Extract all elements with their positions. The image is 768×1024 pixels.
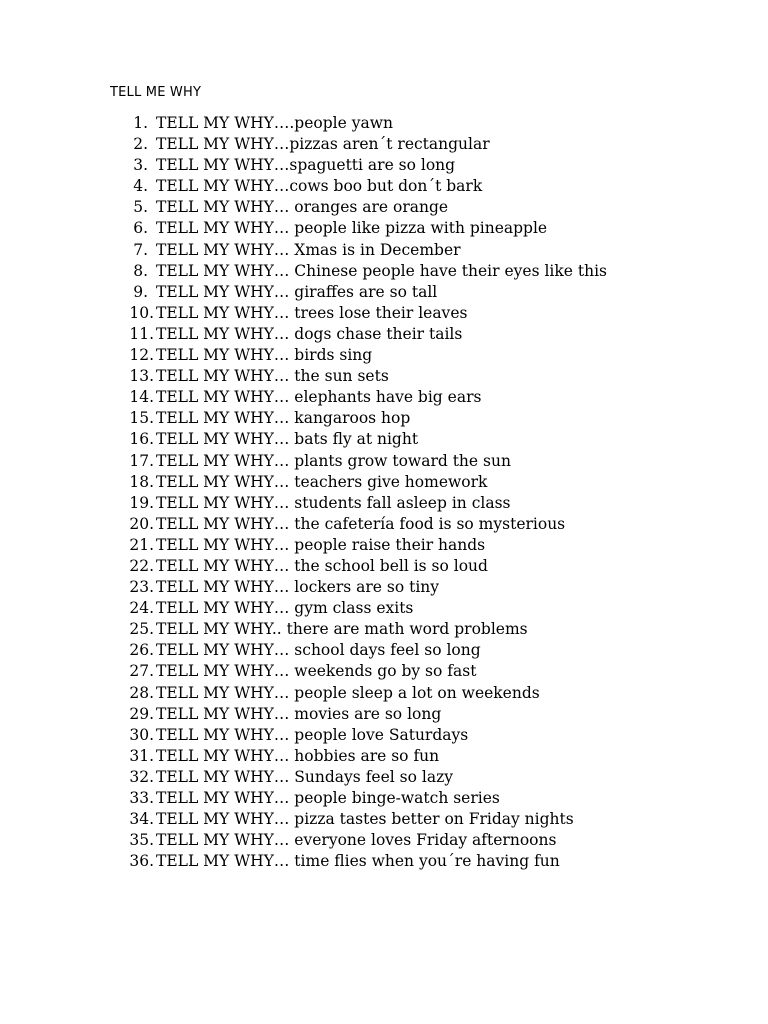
list-item-text: TELL MY WHY… students fall asleep in class bbox=[156, 493, 511, 512]
list-item-number: 6. bbox=[133, 219, 148, 238]
list-item-number: 16. bbox=[129, 430, 154, 449]
list-item-number: 30. bbox=[129, 725, 154, 744]
list-item-text: TELL MY WHY… movies are so long bbox=[156, 704, 442, 723]
list-item bbox=[0, 661, 768, 682]
list-item-number: 32. bbox=[129, 767, 154, 786]
list-item bbox=[0, 282, 768, 303]
list-item-text: TELL MY WHY.. there are math word problems bbox=[156, 620, 528, 639]
list-item bbox=[0, 725, 768, 746]
list-item-number: 17. bbox=[129, 451, 154, 470]
list-item-text: TELL MY WHY…cows boo but don´t bark bbox=[156, 177, 483, 196]
list-item bbox=[0, 197, 768, 218]
list-item-number: 20. bbox=[129, 514, 154, 533]
list-item bbox=[0, 345, 768, 366]
list-item-text: TELL MY WHY… the cafetería food is so mysterious bbox=[156, 514, 566, 533]
list-item bbox=[0, 134, 768, 155]
list-item bbox=[0, 683, 768, 704]
list-item-number: 22. bbox=[129, 556, 154, 575]
list-item bbox=[0, 324, 768, 345]
list-item-number: 8. bbox=[133, 261, 148, 280]
list-item-text: TELL MY WHY… pizza tastes better on Friday nights bbox=[156, 810, 574, 829]
list-item-text: TELL MY WHY… weekends go by so fast bbox=[156, 662, 477, 681]
list-item bbox=[0, 556, 768, 577]
list-item-text: TELL MY WHY… people sleep a lot on weekends bbox=[156, 683, 540, 702]
list-item bbox=[0, 809, 768, 830]
list-item bbox=[0, 408, 768, 429]
list-item-number: 3. bbox=[133, 156, 148, 175]
list-item bbox=[0, 535, 768, 556]
list-item-number: 14. bbox=[129, 388, 154, 407]
list-item-number: 24. bbox=[129, 599, 154, 618]
list-item-text: TELL MY WHY… lockers are so tiny bbox=[156, 578, 440, 597]
list-item-number: 9. bbox=[133, 282, 148, 301]
list-item-number: 5. bbox=[133, 198, 148, 217]
list-item bbox=[0, 218, 768, 239]
list-item-text: TELL MY WHY… oranges are orange bbox=[156, 198, 449, 217]
question-list bbox=[0, 113, 768, 872]
list-item-text: TELL MY WHY…spaguetti are so long bbox=[156, 156, 456, 175]
list-item-number: 7. bbox=[133, 240, 148, 259]
list-item-text: TELL MY WHY… people raise their hands bbox=[156, 535, 486, 554]
list-item-text: TELL MY WHY… giraffes are so tall bbox=[156, 282, 438, 301]
list-item-number: 19. bbox=[129, 493, 154, 512]
list-item bbox=[0, 113, 768, 134]
list-item-number: 10. bbox=[129, 303, 154, 322]
list-item-number: 25. bbox=[129, 620, 154, 639]
list-item-text: TELL MY WHY… bats fly at night bbox=[156, 430, 419, 449]
list-item-number: 28. bbox=[129, 683, 154, 702]
list-item-number: 12. bbox=[129, 346, 154, 365]
list-item-number: 23. bbox=[129, 578, 154, 597]
list-item bbox=[0, 176, 768, 197]
list-item-number: 2. bbox=[133, 135, 148, 154]
list-item-text: TELL MY WHY… kangaroos hop bbox=[156, 409, 411, 428]
list-item-text: TELL MY WHY… time flies when you´re having fun bbox=[156, 852, 560, 871]
list-item-text: TELL MY WHY….people yawn bbox=[156, 114, 393, 132]
list-item bbox=[0, 387, 768, 408]
list-item bbox=[0, 429, 768, 450]
list-item-number: 15. bbox=[129, 409, 154, 428]
list-item bbox=[0, 851, 768, 872]
list-item-number: 4. bbox=[133, 177, 148, 196]
list-item-number: 33. bbox=[129, 789, 154, 807]
list-item-text: TELL MY WHY…pizzas aren´t rectangular bbox=[156, 135, 490, 154]
list-item-text: TELL MY WHY… people love Saturdays bbox=[156, 725, 469, 744]
list-item bbox=[0, 493, 768, 514]
list-item bbox=[0, 767, 768, 788]
list-item bbox=[0, 451, 768, 472]
list-item-text: TELL MY WHY… plants grow toward the sun bbox=[156, 451, 511, 470]
list-item-text: TELL MY WHY… teachers give homework bbox=[156, 472, 488, 491]
list-item-number: 18. bbox=[129, 472, 154, 491]
list-item-number: 29. bbox=[129, 704, 154, 723]
list-item-text: TELL MY WHY… Xmas is in December bbox=[156, 240, 461, 259]
list-item-number: 34. bbox=[129, 810, 154, 829]
list-item bbox=[0, 746, 768, 767]
list-item-number: 26. bbox=[129, 641, 154, 660]
list-item-text: TELL MY WHY… the school bell is so loud bbox=[156, 556, 488, 575]
list-item bbox=[0, 830, 768, 851]
list-item bbox=[0, 598, 768, 619]
list-item-number: 13. bbox=[129, 367, 154, 386]
list-item-number: 31. bbox=[129, 746, 154, 765]
list-item-text: TELL MY WHY… people binge-watch series bbox=[156, 789, 500, 807]
list-item bbox=[0, 619, 768, 640]
list-item-text: TELL MY WHY… the sun sets bbox=[156, 367, 389, 386]
list-item-number: 1. bbox=[133, 114, 148, 132]
list-item-text: TELL MY WHY… gym class exits bbox=[156, 599, 414, 618]
list-item bbox=[0, 240, 768, 261]
list-item-text: TELL MY WHY… everyone loves Friday afternoons bbox=[156, 831, 557, 850]
list-item-number: 21. bbox=[129, 535, 154, 554]
list-item-number: 11. bbox=[129, 324, 154, 343]
list-item bbox=[0, 261, 768, 282]
list-item bbox=[0, 577, 768, 598]
list-item-text: TELL MY WHY… birds sing bbox=[156, 346, 373, 365]
list-item-number: 27. bbox=[129, 662, 154, 681]
list-item-text: TELL MY WHY… school days feel so long bbox=[156, 641, 481, 660]
list-item-text: TELL MY WHY… Sundays feel so lazy bbox=[156, 767, 453, 786]
list-item bbox=[0, 303, 768, 324]
list-item bbox=[0, 472, 768, 493]
list-item bbox=[0, 640, 768, 661]
list-item bbox=[0, 788, 768, 809]
list-item-text: TELL MY WHY… trees lose their leaves bbox=[156, 303, 468, 322]
list-item-text: TELL MY WHY… Chinese people have their eyes like this bbox=[156, 261, 607, 280]
list-item bbox=[0, 155, 768, 176]
document-title: TELL ME WHY bbox=[110, 85, 202, 100]
list-item bbox=[0, 366, 768, 387]
list-item-text: TELL MY WHY… hobbies are so fun bbox=[156, 746, 440, 765]
list-item-number: 35. bbox=[129, 831, 154, 850]
list-item-number: 36. bbox=[129, 852, 154, 871]
list-item-text: TELL MY WHY… elephants have big ears bbox=[156, 388, 482, 407]
list-item bbox=[0, 704, 768, 725]
list-item-text: TELL MY WHY… people like pizza with pineapple bbox=[156, 219, 548, 238]
list-item-text: TELL MY WHY… dogs chase their tails bbox=[156, 324, 463, 343]
list-item bbox=[0, 514, 768, 535]
